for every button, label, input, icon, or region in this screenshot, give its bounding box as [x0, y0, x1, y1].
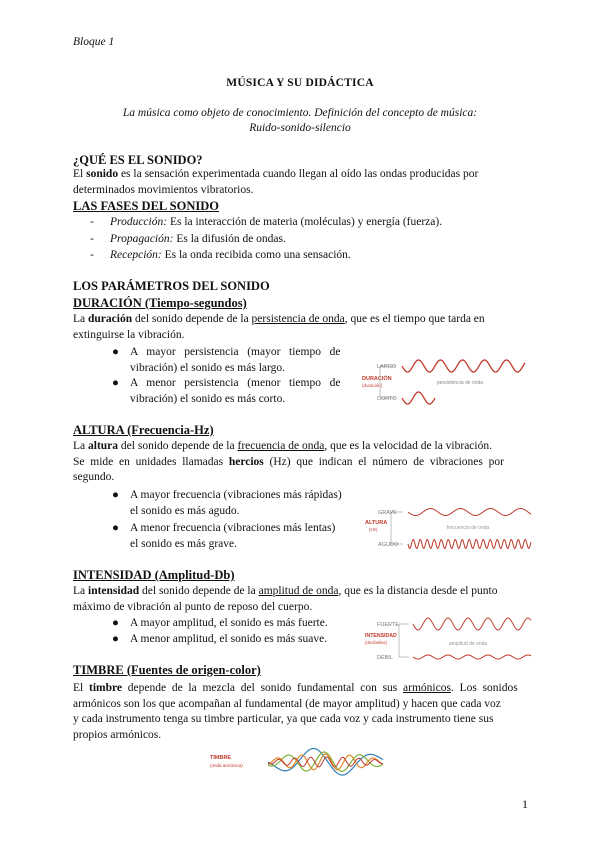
intensidad-diagram	[363, 612, 533, 664]
bullet: ●	[112, 617, 119, 629]
label-corto: CORTO	[377, 396, 397, 402]
diagram-caption: amplitud de onda	[448, 641, 488, 647]
bold-term: hercios	[228, 455, 264, 468]
page-title: MÚSICA Y SU DIDÁCTICA	[226, 77, 374, 89]
text: vibración) el sonido es más corto.	[130, 392, 286, 405]
text: máximo de vibración al punto de reposo del cuerpo.	[73, 600, 313, 613]
duracion-diagram	[360, 350, 530, 410]
label-largo: LARGO	[377, 364, 397, 370]
text: La	[73, 313, 89, 325]
duracion-paragraph	[73, 312, 527, 343]
text: La	[73, 585, 89, 597]
fase-text: Es la onda recibida como una sensación.	[161, 249, 351, 261]
bold-term: intensidad	[88, 585, 140, 597]
text: determinados movimientos vibratorios.	[73, 183, 254, 196]
que-es-paragraph	[73, 167, 527, 198]
underlined-term: frecuencia de onda	[237, 440, 325, 452]
text: . Los sonidos	[450, 682, 518, 694]
diagram-label: TIMBRE	[210, 755, 232, 761]
duracion-bullet-1	[112, 345, 350, 376]
bullet: ●	[112, 377, 119, 389]
text: A menor amplitud, el sonido es más suave.	[130, 633, 328, 645]
bold-term: timbre	[88, 682, 122, 694]
intensidad-paragraph	[73, 584, 527, 615]
altura-diagram	[363, 500, 533, 558]
text: A mayor persistencia (mayor tiempo de	[130, 346, 341, 358]
text: propios armónicos.	[73, 728, 162, 741]
underlined-term: armónicos	[403, 682, 451, 694]
text: La	[73, 440, 89, 452]
text: depende de la mezcla del sonido fundamental con sus	[122, 682, 404, 694]
text: A mayor frecuencia (vibraciones más rápidas)	[130, 489, 342, 501]
duracion-heading: DURACIÓN (Tiempo-segundos)	[73, 296, 247, 310]
wave-corto	[402, 392, 435, 404]
text: armónicos son los que acompañan al fundamental (de mayor amplitud) y hacen que cada voz	[73, 697, 501, 710]
text: el sonido es más agudo.	[130, 504, 240, 517]
label-agudo: AGUDO	[378, 542, 399, 548]
subtitle-line-1: La música como objeto de conocimiento. Definición del concepto de música:	[122, 107, 478, 119]
underlined-term: persistencia de onda	[251, 313, 345, 325]
text: extinguirse la vibración.	[73, 328, 185, 341]
dash: -	[90, 216, 94, 228]
fases-heading: LAS FASES DEL SONIDO	[73, 199, 219, 213]
diagram-label: DURACIÓN	[362, 376, 392, 382]
fase-text: Es la interacción de materia (moléculas) y energía (fuerza).	[167, 216, 443, 228]
subtitle-line-2: Ruido-sonido-silencio	[249, 122, 351, 134]
diagram-sublabel: (Hz)	[369, 527, 378, 532]
label-grave: GRAVE	[378, 510, 397, 516]
dash: -	[90, 233, 94, 245]
bracket	[380, 366, 395, 398]
text: (Hz) que indican el número de vibraciones por	[263, 455, 504, 468]
fase-term: Recepción:	[110, 249, 162, 261]
fase-text: Es la difusión de ondas.	[173, 233, 286, 245]
text: el sonido es más grave.	[130, 537, 237, 550]
wave-agudo	[408, 540, 531, 549]
page-number: 1	[522, 797, 528, 811]
text: Se mide en unidades llamadas	[73, 455, 229, 468]
diagram-label: ALTURA	[365, 520, 388, 526]
wave-debil	[413, 655, 531, 659]
text: A mayor amplitud, el sonido es más fuerte.	[130, 617, 328, 629]
bold-term: sonido	[86, 168, 119, 180]
bracket	[391, 512, 403, 544]
text: es la sensación experimentada cuando llegan al oído las ondas producidas por	[118, 168, 479, 180]
text: del sonido depende de la	[139, 585, 259, 597]
text: A menor frecuencia (vibraciones más lentas)	[130, 522, 336, 534]
bullet: ●	[112, 489, 119, 501]
text: El	[73, 682, 89, 694]
bracket	[399, 624, 409, 657]
wave-largo	[402, 360, 525, 372]
bold-term: duración	[88, 313, 133, 325]
text: y cada instrumento tenga su timbre particular, ya que cada voz y cada instrumento tiene sus	[73, 713, 494, 725]
text: , que es la velocidad de la vibración.	[324, 440, 492, 452]
diagram-label: INTENSIDAD	[365, 633, 397, 639]
fase-term: Propagación:	[110, 233, 174, 245]
diagram-sublabel: (onda armónica)	[210, 763, 243, 768]
text: , que es el tiempo que tarda en	[344, 313, 485, 325]
altura-paragraph	[73, 439, 527, 486]
underlined-term: amplitud de onda	[258, 585, 339, 597]
bold-term: altura	[88, 440, 119, 452]
fase-item	[90, 249, 351, 261]
text: segundo.	[73, 471, 115, 483]
timbre-diagram	[208, 740, 388, 784]
text: del sonido depende de la	[132, 313, 252, 325]
parametros-heading: LOS PARÁMETROS DEL SONIDO	[73, 279, 270, 293]
fase-term: Producción:	[110, 216, 168, 228]
wave-fuerte	[413, 618, 531, 630]
intensidad-bullet-1	[112, 616, 360, 632]
text: vibración) el sonido es más largo.	[130, 361, 286, 374]
duracion-bullet-2	[112, 376, 350, 407]
fase-item	[90, 233, 286, 245]
timbre-paragraph	[73, 681, 527, 743]
text: del sonido depende de la	[118, 440, 238, 452]
intensidad-heading: INTENSIDAD (Amplitud-Db)	[73, 568, 235, 582]
diagram-caption: persistencia de onda	[436, 380, 484, 386]
altura-bullet-1	[112, 488, 370, 519]
wave-grave	[408, 509, 531, 516]
text: El	[73, 168, 87, 180]
diagram-caption: frecuencia de onda	[446, 525, 490, 531]
que-es-heading: ¿QUÉ ES EL SONIDO?	[73, 153, 203, 167]
text: A menor persistencia (menor tiempo de	[130, 377, 341, 389]
bullet: ●	[112, 633, 119, 645]
label-debil: DÉBIL	[377, 655, 393, 661]
altura-bullet-2	[112, 521, 370, 552]
bullet: ●	[112, 346, 119, 358]
label-fuerte: FUERTE	[377, 622, 399, 628]
intensidad-bullet-2	[112, 632, 360, 648]
timbre-heading: TIMBRE (Fuentes de origen-color)	[73, 663, 261, 677]
dash: -	[90, 249, 94, 261]
page-header: Bloque 1	[73, 36, 115, 48]
fase-item	[90, 216, 442, 228]
altura-heading: ALTURA (Frecuencia-Hz)	[73, 423, 214, 437]
diagram-sublabel: (duración)	[362, 383, 383, 388]
text: , que es la distancia desde el punto	[338, 585, 498, 597]
bullet: ●	[112, 522, 119, 534]
diagram-sublabel: (decibelios)	[365, 640, 387, 645]
